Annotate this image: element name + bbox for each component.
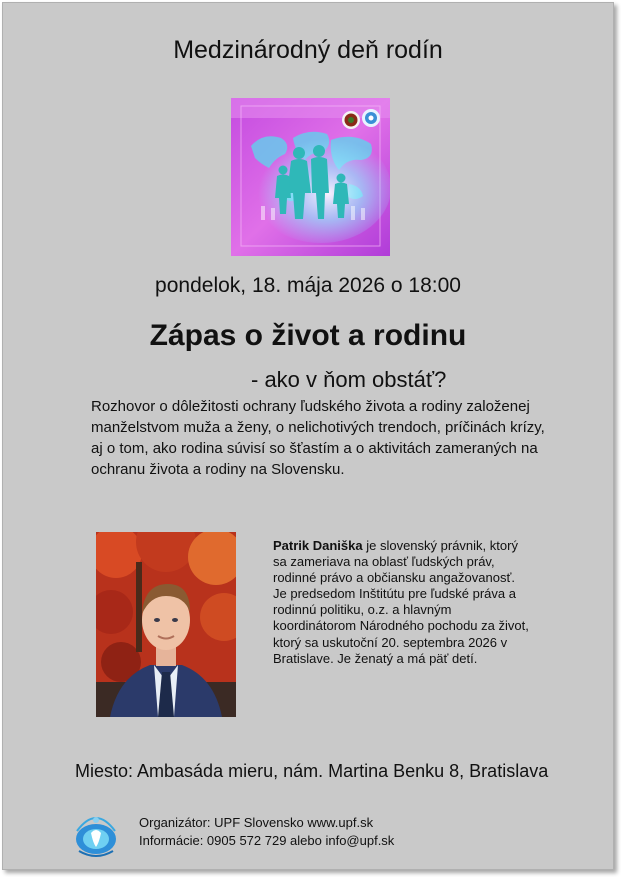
organizer-line: Organizátor: UPF Slovensko www.upf.sk	[139, 815, 374, 830]
family-banner-image	[231, 98, 390, 256]
speaker-photo	[96, 532, 236, 717]
intro-paragraph: Rozhovor o dôležitosti ochrany ľudského života a rodiny založenej manželstvom muža a ženy, o nelichotivých trendoch, príčinách krízy, aj o tom, ako rodina súvisí so šťastím a o aktivitách zameraných na ochranu života a rodiny na Slovensku.	[91, 398, 545, 478]
flyer-page	[2, 2, 614, 870]
upf-logo-icon	[69, 811, 123, 859]
venue-line: Miesto: Ambasáda mieru, nám. Martina Benku 8, Bratislava	[75, 761, 549, 781]
contact-info-line: Informácie: 0905 572 729 alebo info@upf.sk	[139, 833, 395, 848]
organizer-info	[139, 814, 394, 850]
speaker-bio	[273, 538, 531, 667]
upf-logo-icon	[362, 109, 380, 127]
event-date: pondelok, 18. mája 2026 o 18:00	[155, 274, 461, 297]
speaker-bio-text: je slovenský právnik, ktorý sa zameriava na oblasť ľudských práv, rodinné právo a občiansku angažovanosť. Je predsedom Inštitútu pre ľudské práva a rodinnú politiku, o.z. a hlavným koordinátorom Národného pochodu za život, ktorý sa uskutoční 20. septembra 2026 v Bratislave. Je ženatý a má päť detí.	[273, 538, 529, 666]
rose-emblem-icon	[342, 111, 360, 129]
headline: Zápas o život a rodinu	[149, 319, 467, 352]
flyer-title: Medzinárodný deň rodín	[173, 36, 443, 64]
subheadline: - ako v ňom obstáť?	[251, 367, 447, 392]
speaker-name: Patrik Daniška	[273, 538, 363, 553]
